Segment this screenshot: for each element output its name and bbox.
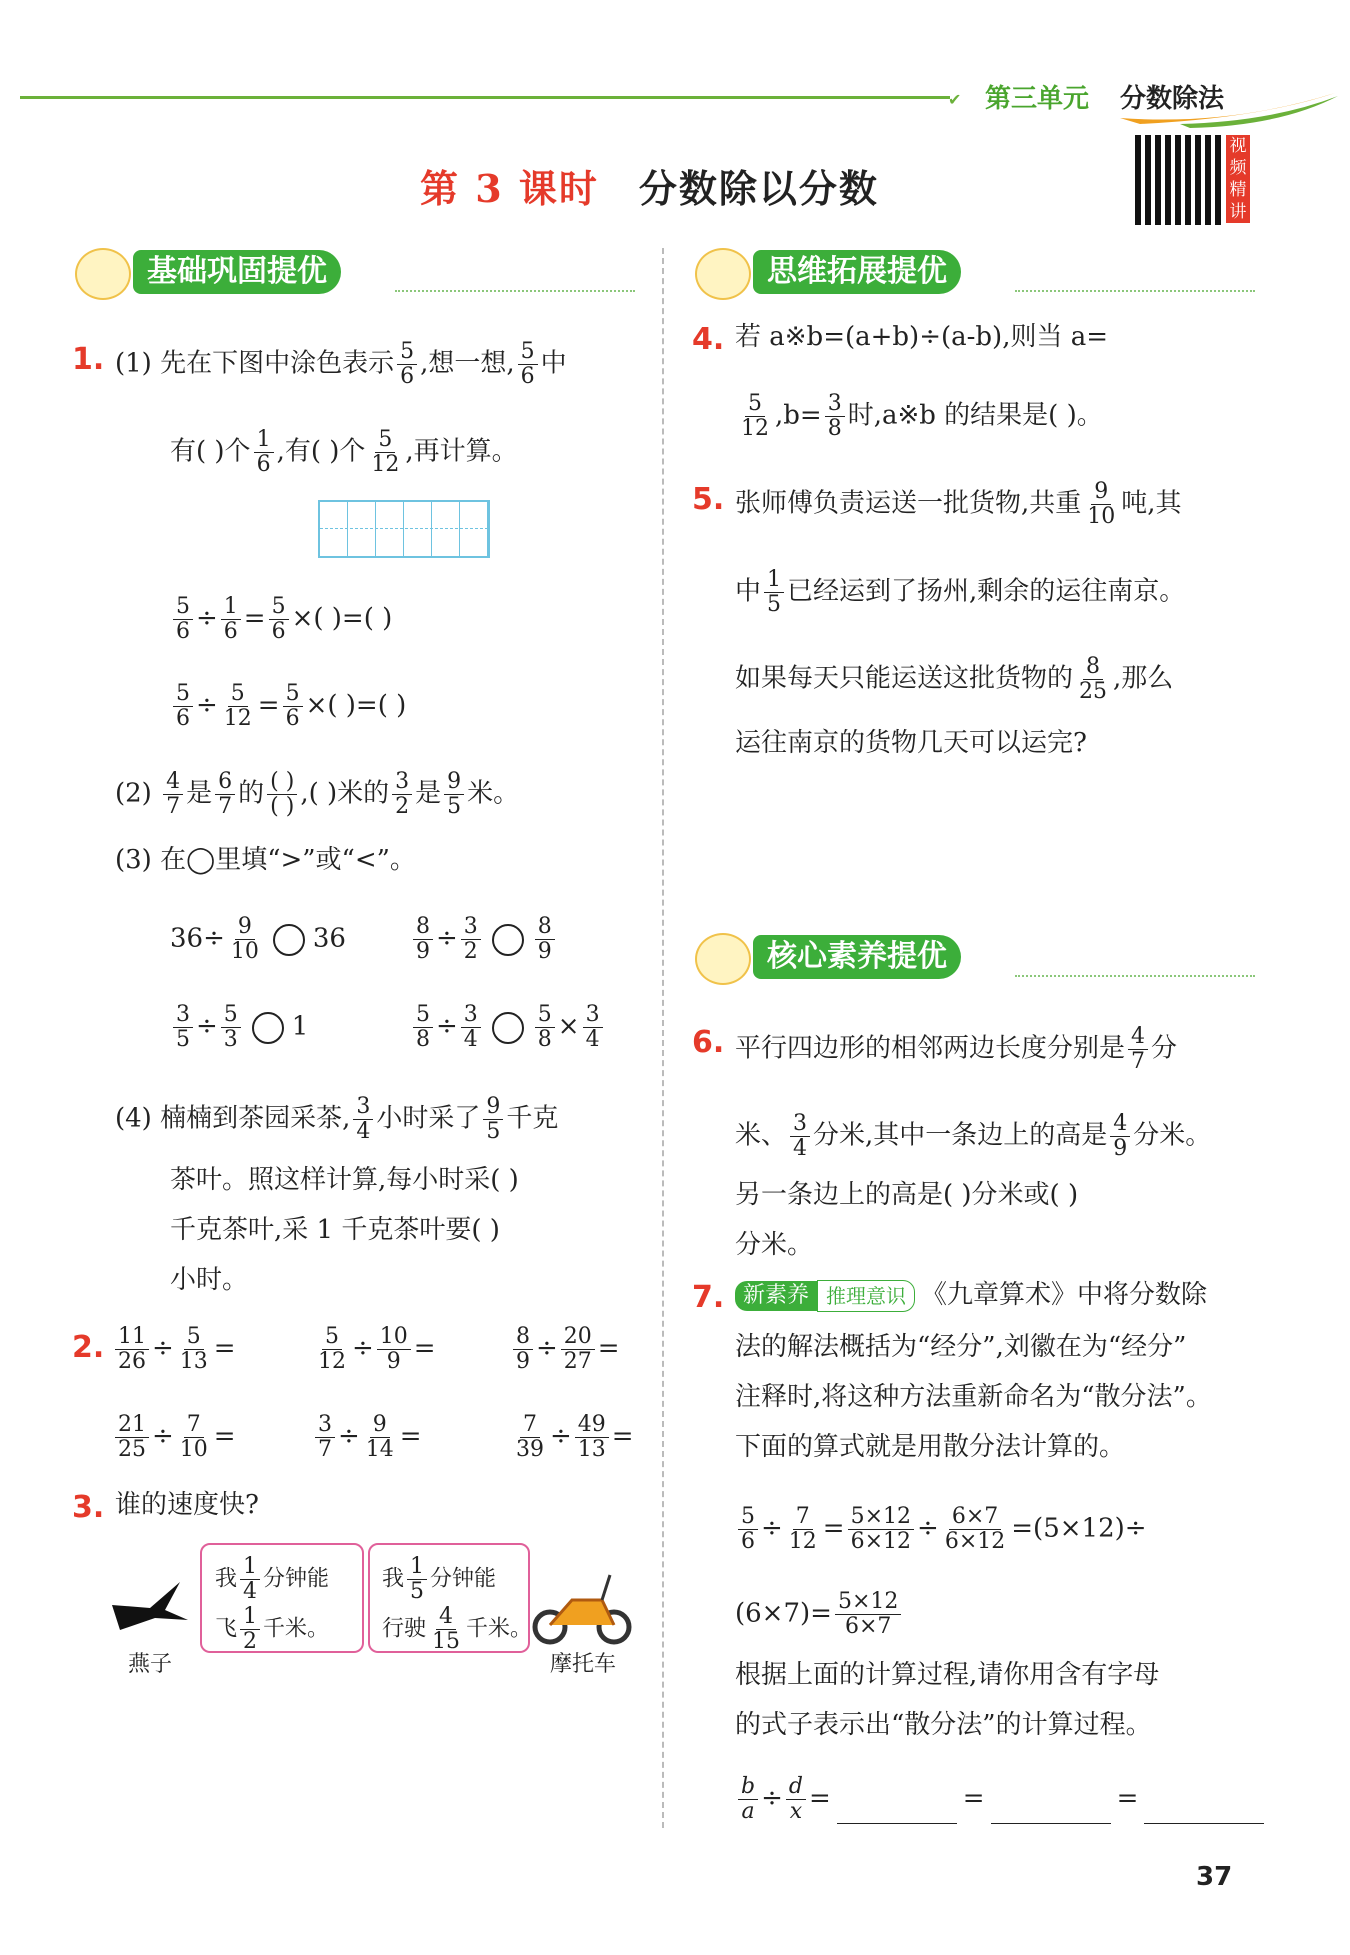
fraction-grid[interactable]	[318, 500, 490, 558]
sprout-icon	[695, 248, 751, 300]
qr-code[interactable]	[1135, 135, 1225, 225]
q7-line6: 的式子表示出“散分法”的计算过程。	[735, 1710, 1152, 1740]
answer-blank[interactable]	[837, 1823, 957, 1824]
q4-line2: $\frac{5}{12}$ ,b= $\frac{3}{8}$ 时,a※b 的结果是( )。	[741, 391, 1103, 441]
section-thinking: 思维拓展提优	[695, 250, 1255, 294]
q6-line4: 分米。	[735, 1230, 814, 1260]
q2-item: $\frac{21}{25}$ ÷ $\frac{7}{10}$ =	[112, 1413, 236, 1462]
q2-number: 2.	[72, 1330, 105, 1365]
q5-line4: 运往南京的货物几天可以运完?	[735, 728, 1087, 758]
q4-number: 4.	[692, 322, 725, 357]
compare-1: 36÷ $\frac{9}{10}$ 36	[170, 914, 346, 964]
compare-2: $\frac{8}{9}$ ÷ $\frac{3}{2}$ $\frac{8}{9}$	[410, 915, 558, 964]
q2-item: $\frac{7}{39}$ ÷ $\frac{49}{13}$ =	[516, 1412, 634, 1462]
q7-number: 7.	[692, 1280, 725, 1315]
q1-part4-line3: 千克茶叶,采 1 千克茶叶要( )	[170, 1215, 500, 1245]
lesson-name: 分数除以分数	[638, 166, 879, 211]
q2-item: $\frac{11}{26}$ ÷ $\frac{5}{13}$ =	[112, 1325, 236, 1374]
answer-blank[interactable]	[991, 1823, 1111, 1824]
header-rule	[20, 96, 950, 99]
swallow-text-1: 我 $\frac{1}{4}$ 分钟能	[215, 1554, 330, 1604]
q7-line3: 注释时,将这种方法重新命名为“散分法”。	[735, 1382, 1212, 1412]
unit-title: 分数除法	[1120, 84, 1225, 114]
unit-label: 第三单元	[985, 84, 1090, 114]
lesson-title	[420, 158, 879, 213]
header-check-icon: ✔	[948, 90, 962, 109]
q7-formula-2: (6×7)= $\frac{5\times 12}{6\times 7}$	[735, 1590, 904, 1639]
q6-line1: 平行四边形的相邻两边长度分别是 $\frac{4}{7}$ 分	[735, 1024, 1178, 1074]
q1-eq2: $\frac{5}{6}$ ÷ $\frac{5}{12}$ = $\frac{5}{6}$ ×( )=( )	[170, 682, 406, 731]
q3-text: 谁的速度快?	[115, 1490, 259, 1520]
column-divider	[662, 248, 664, 1828]
answer-blank[interactable]	[1144, 1823, 1264, 1824]
swallow-icon	[110, 1580, 190, 1640]
q2-item: $\frac{8}{9}$ ÷ $\frac{20}{27}$ =	[510, 1325, 620, 1374]
q7-answer-line: $\frac{b}{a}$ ÷ $\frac{d}{x}$ = = =	[735, 1775, 1270, 1824]
compare-circle[interactable]	[252, 1012, 284, 1044]
section-basic: 基础巩固提优	[75, 250, 635, 294]
q7-line2: 法的解法概括为“经分”,刘徽在为“经分”	[735, 1332, 1187, 1362]
swallow-label: 燕子	[128, 1652, 173, 1677]
q1-part4-line4: 小时。	[170, 1265, 249, 1295]
gear-leaf-icon	[75, 248, 131, 300]
page-number: 37	[1196, 1862, 1233, 1892]
q1-part1-line1: (1) 先在下图中涂色表示 $\frac{5}{6}$ ,想一想, $\frac{5}{6}$ 中	[115, 339, 567, 389]
q1-eq1: $\frac{5}{6}$ ÷ $\frac{1}{6}$ = $\frac{5}{6}$ ×( )=( )	[170, 595, 392, 644]
q5-number: 5.	[692, 482, 725, 517]
q6-line2: 米、 $\frac{3}{4}$ 分米,其中一条边上的高是 $\frac{4}{9}$ 分米。	[735, 1111, 1212, 1161]
moto-label: 摩托车	[550, 1652, 617, 1677]
q4-line1: 若 a※b=(a+b)÷(a-b),则当 a=	[735, 322, 1109, 352]
moto-text-2: 行驶 $\frac{4}{15}$ 千米。	[382, 1604, 533, 1654]
compare-4: $\frac{5}{8}$ ÷ $\frac{3}{4}$ $\frac{5}{8}$ × $\frac{3}{4}$	[410, 1003, 606, 1052]
qr-label: 视频精讲	[1226, 135, 1250, 223]
q1-number: 1.	[72, 342, 105, 377]
reasoning-badge: 推理意识	[817, 1280, 915, 1312]
q5-line3: 如果每天只能运送这批货物的 $\frac{8}{25}$ ,那么	[735, 654, 1174, 704]
section-core: 核心素养提优	[695, 935, 1255, 979]
q7-formula-1: $\frac{5}{6}$ ÷ $\frac{7}{12}$ = $\frac{5\times 12}{6\times 12}$ ÷ $\frac{6\times 7}{6\times 12}$ =(5×12)÷	[735, 1505, 1147, 1554]
q1-part4-line1: (4) 楠楠到茶园采茶, $\frac{3}{4}$ 小时采了 $\frac{9}{5}$ 千克	[115, 1094, 559, 1144]
q1-part2: (2) $\frac{4}{7}$ 是 $\frac{6}{7}$ 的 $\frac{( )}{( )}$ ,( )米的 $\frac{3}{2}$ 是 $\frac{9}{5}$ 米。	[115, 769, 520, 819]
q1-part1-line2: 有( )个 $\frac{1}{6}$ ,有( )个 $\frac{5}{12}$ ,再计算。	[170, 427, 518, 477]
q1-part4-line2: 茶叶。照这样计算,每小时采( )	[170, 1165, 519, 1195]
q5-line2: 中 $\frac{1}{5}$ 已经运到了扬州,剩余的运往南京。	[735, 567, 1186, 617]
trophy-icon	[695, 933, 751, 985]
motorcycle-icon	[532, 1565, 632, 1645]
compare-circle[interactable]	[492, 1012, 524, 1044]
q7-line1: 新素养 推理意识 《九章算术》中将分数除	[735, 1280, 1207, 1312]
q1-part3: (3) 在◯里填“>”或“<”。	[115, 845, 416, 875]
q7-line5: 根据上面的计算过程,请你用含有字母	[735, 1660, 1160, 1690]
lesson-number: 第 3 课时	[420, 166, 599, 211]
q7-line4: 下面的算式就是用散分法计算的。	[735, 1432, 1126, 1462]
compare-3: $\frac{3}{5}$ ÷ $\frac{5}{3}$ 1	[170, 1003, 308, 1052]
compare-circle[interactable]	[492, 924, 524, 956]
swoosh-icon	[1120, 88, 1340, 128]
moto-text-1: 我 $\frac{1}{5}$ 分钟能	[382, 1554, 497, 1604]
q3-number: 3.	[72, 1490, 105, 1525]
q2-item: $\frac{3}{7}$ ÷ $\frac{9}{14}$ =	[312, 1413, 422, 1462]
q5-line1: 张师傅负责运送一批货物,共重 $\frac{9}{10}$ 吨,其	[735, 479, 1182, 529]
new-literacy-badge: 新素养	[735, 1281, 817, 1311]
compare-circle[interactable]	[273, 924, 305, 956]
q2-item: $\frac{5}{12}$ ÷ $\frac{10}{9}$ =	[318, 1324, 436, 1374]
q6-line3: 另一条边上的高是( )分米或( )	[735, 1180, 1079, 1210]
swallow-text-2: 飞 $\frac{1}{2}$ 千米。	[215, 1604, 330, 1654]
q6-number: 6.	[692, 1025, 725, 1060]
